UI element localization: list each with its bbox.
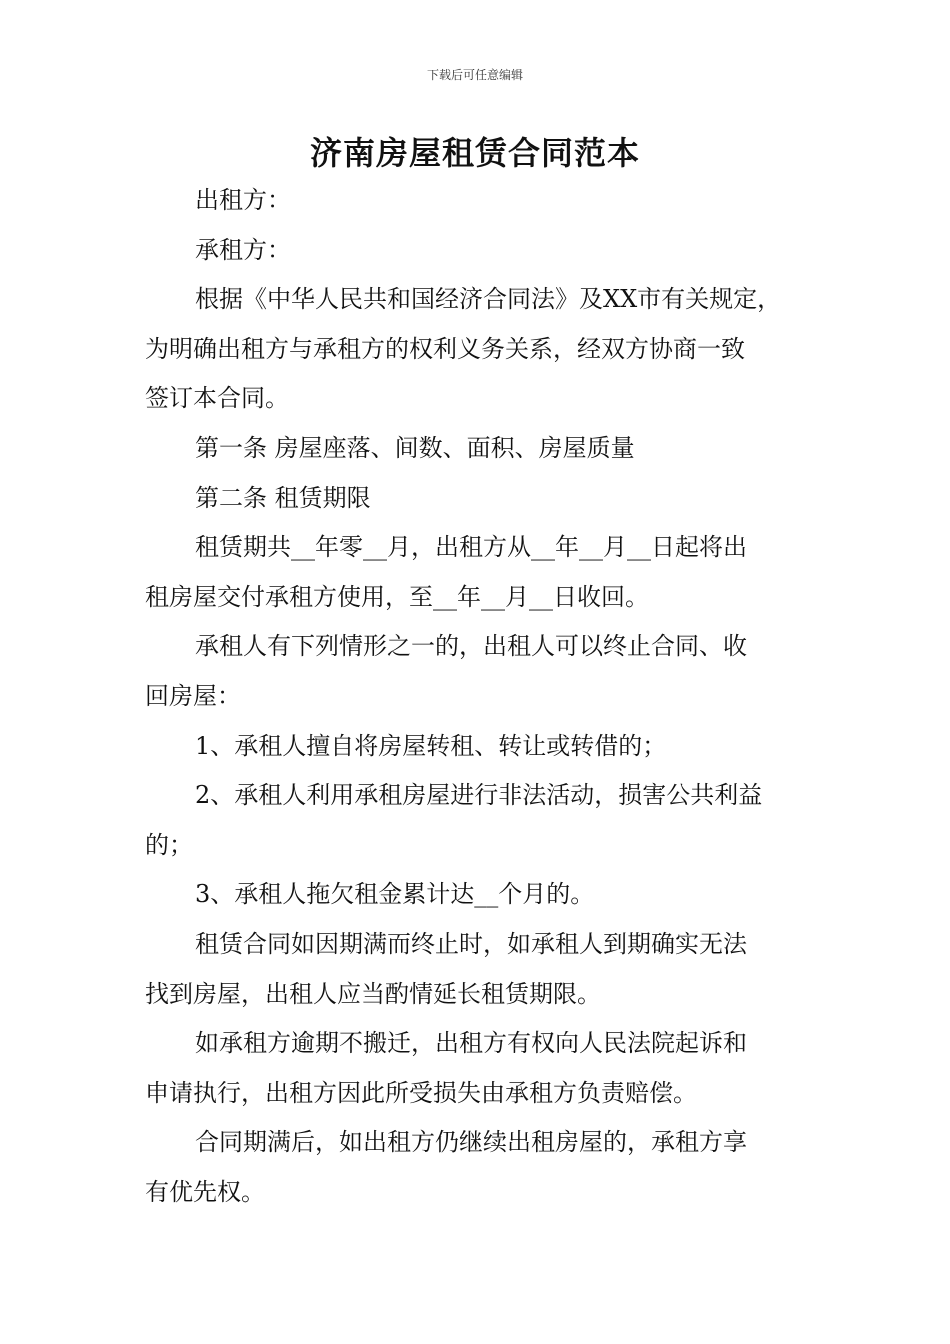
paragraph-priority-right [145, 1118, 825, 1217]
text-line: 的； [145, 830, 193, 859]
paragraph-expiry-extension [145, 920, 825, 1019]
text-line: 租赁合同如因期满而终止时，如承租人到期确实无法 [195, 929, 747, 958]
text-line: 为明确出租方与承租方的权利义务关系，经双方协商一致 [145, 334, 745, 363]
text-line: 第二条 租赁期限 [195, 483, 371, 512]
paragraph-condition-1 [145, 722, 825, 772]
text-line: 回房屋： [145, 681, 241, 710]
page-header-note: 下载后可任意编辑 [426, 68, 523, 82]
text-line: 如承租方逾期不搬迁，出租方有权向人民法院起诉和 [195, 1029, 747, 1058]
text-line: 第一条 房屋座落、间数、面积、房屋质量 [195, 433, 635, 462]
text-line: 承租方： [195, 235, 291, 264]
paragraph-condition-3 [145, 870, 825, 920]
text-line: 承租人有下列情形之一的，出租人可以终止合同、收 [195, 632, 747, 661]
text-line: 出租方： [195, 186, 291, 214]
text-line: 有优先权。 [145, 1177, 265, 1206]
paragraph-termination-conditions [145, 622, 825, 721]
text-line: 租房屋交付承租方使用，至__年__月__日收回。 [145, 582, 649, 611]
document-body [145, 176, 825, 1217]
text-line: 签订本合同。 [145, 384, 289, 413]
paragraph-condition-2 [145, 771, 825, 870]
text-line: 根据《中华人民共和国经济合同法》及XX市有关规定， [195, 285, 782, 314]
paragraph-lessee [145, 226, 825, 276]
text-line: 2、承租人利用承租房屋进行非法活动，损害公共利益 [195, 781, 763, 810]
text-line: 1、承租人擅自将房屋转租、转让或转借的； [195, 731, 667, 760]
text-line: 找到房屋，出租人应当酌情延长租赁期限。 [145, 979, 601, 1008]
paragraph-article-1 [145, 424, 825, 474]
paragraph-lessor [145, 176, 825, 226]
paragraph-preamble [145, 275, 825, 424]
text-line: 3、承租人拖欠租金累计达__个月的。 [195, 880, 595, 909]
text-line: 申请执行，出租方因此所受损失由承租方负责赔偿。 [145, 1078, 697, 1107]
text-line: 合同期满后，如出租方仍继续出租房屋的，承租方享 [195, 1128, 747, 1157]
paragraph-article-2 [145, 474, 825, 524]
paragraph-overdue-eviction [145, 1019, 825, 1118]
text-line: 租赁期共__年零__月，出租方从__年__月__日起将出 [195, 533, 747, 562]
paragraph-lease-term [145, 523, 825, 622]
document-title: 济南房屋租赁合同范本 [309, 134, 640, 172]
